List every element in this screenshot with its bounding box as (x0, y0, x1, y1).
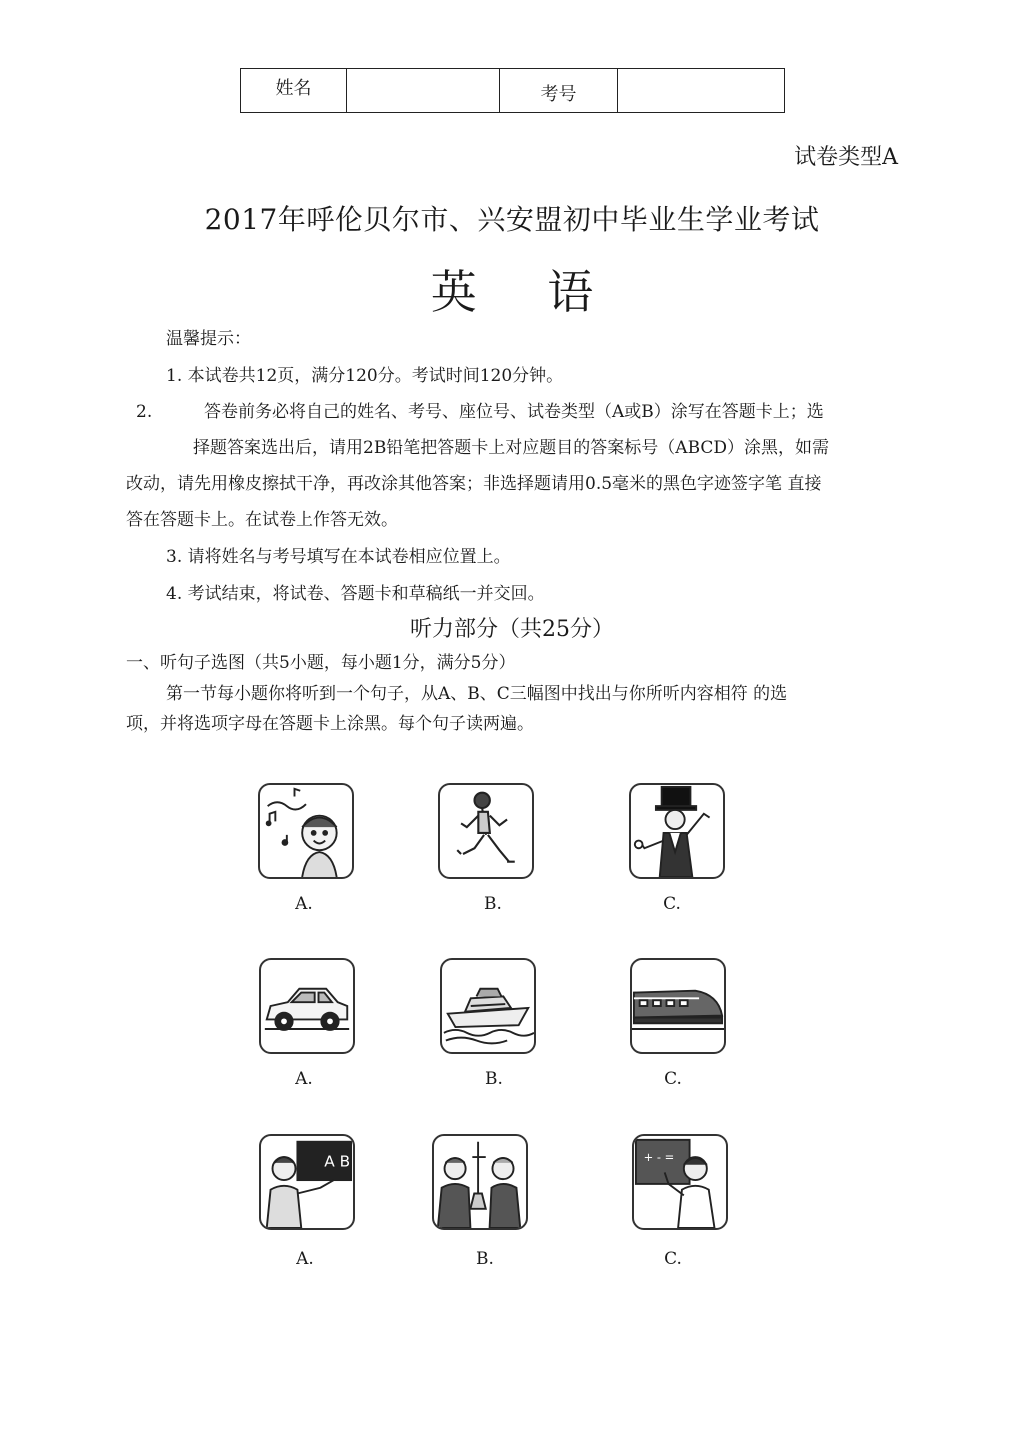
q1-option-c-label: C. (663, 894, 681, 914)
q2-option-b-label: B. (485, 1069, 503, 1089)
notice-item-4: 4. 考试结束，将试卷、答题卡和草稿纸一并交回。 (166, 584, 545, 604)
student-info-table (240, 68, 785, 113)
boy-listening-music-icon[interactable] (258, 783, 354, 879)
notice-item-2-line3: 改动，请先用橡皮擦拭干净，再改涂其他答案；非选择题请用0.5毫米的黑色字迹签字笔 直接 (126, 474, 822, 494)
teacher-blackboard-icon[interactable] (259, 1134, 355, 1230)
train-icon[interactable] (630, 958, 726, 1054)
q3-option-c-label: C. (664, 1249, 682, 1269)
part1-heading: 一、听句子选图（共5小题，每小题1分，满分5分） (126, 653, 516, 673)
q2-option-c-label: C. (664, 1069, 682, 1089)
exam-title: 2017年呼伦贝尔市、兴安盟初中毕业生学业考试 (204, 203, 820, 236)
exam-no-label: 考号 (540, 83, 577, 105)
notice-heading: 温馨提示： (166, 329, 251, 349)
boat-icon[interactable] (440, 958, 536, 1054)
part1-instruction-line1: 第一节每小题你将听到一个句子，从A、B、C三幅图中找出与你所听内容相符 的选 (166, 684, 788, 704)
notice-item-2-line2: 择题答案选出后，请用2B铅笔把答题卡上对应题目的答案标号（ABCD）涂黑，如需 (193, 438, 830, 458)
scientists-icon[interactable] (432, 1134, 528, 1230)
part1-instruction-line2: 项，并将选项字母在答题卡上涂黑。每个句子读两遍。 (126, 714, 534, 734)
listening-section-title: 听力部分（共25分） (410, 617, 614, 642)
paper-type: 试卷类型A (794, 145, 898, 170)
teacher-pointing-icon[interactable] (632, 1134, 728, 1230)
q3-option-a-label: A. (296, 1249, 314, 1269)
svg-text:+ - =: + - = (643, 1149, 675, 1164)
subject-title: 英 语 (430, 265, 622, 319)
notice-item-1: 1. 本试卷共12页，满分120分。考试时间120分钟。 (166, 366, 564, 386)
name-label-cell (241, 69, 347, 112)
magician-icon[interactable] (629, 783, 725, 879)
q2-option-a-label: A. (295, 1069, 313, 1089)
notice-item-2-line1: 答卷前务必将自己的姓名、考号、座位号、试卷类型（A或B）涂写在答题卡上；选 (204, 402, 824, 422)
notice-item-3: 3. 请将姓名与考号填写在本试卷相应位置上。 (166, 547, 511, 567)
name-label: 姓名 (275, 77, 312, 99)
q3-option-b-label: B. (476, 1249, 494, 1269)
svg-text:A B: A B (324, 1152, 351, 1171)
notice-item-2-line4: 答在答题卡上。在试卷上作答无效。 (126, 510, 398, 530)
runner-icon[interactable] (438, 783, 534, 879)
name-input-cell[interactable] (347, 69, 500, 112)
q1-option-a-label: A. (295, 894, 313, 914)
car-icon[interactable] (259, 958, 355, 1054)
notice-item-2-number: 2. (136, 402, 153, 422)
q1-option-b-label: B. (484, 894, 502, 914)
exam-no-label-cell (500, 69, 618, 112)
exam-no-input-cell[interactable] (618, 69, 784, 112)
